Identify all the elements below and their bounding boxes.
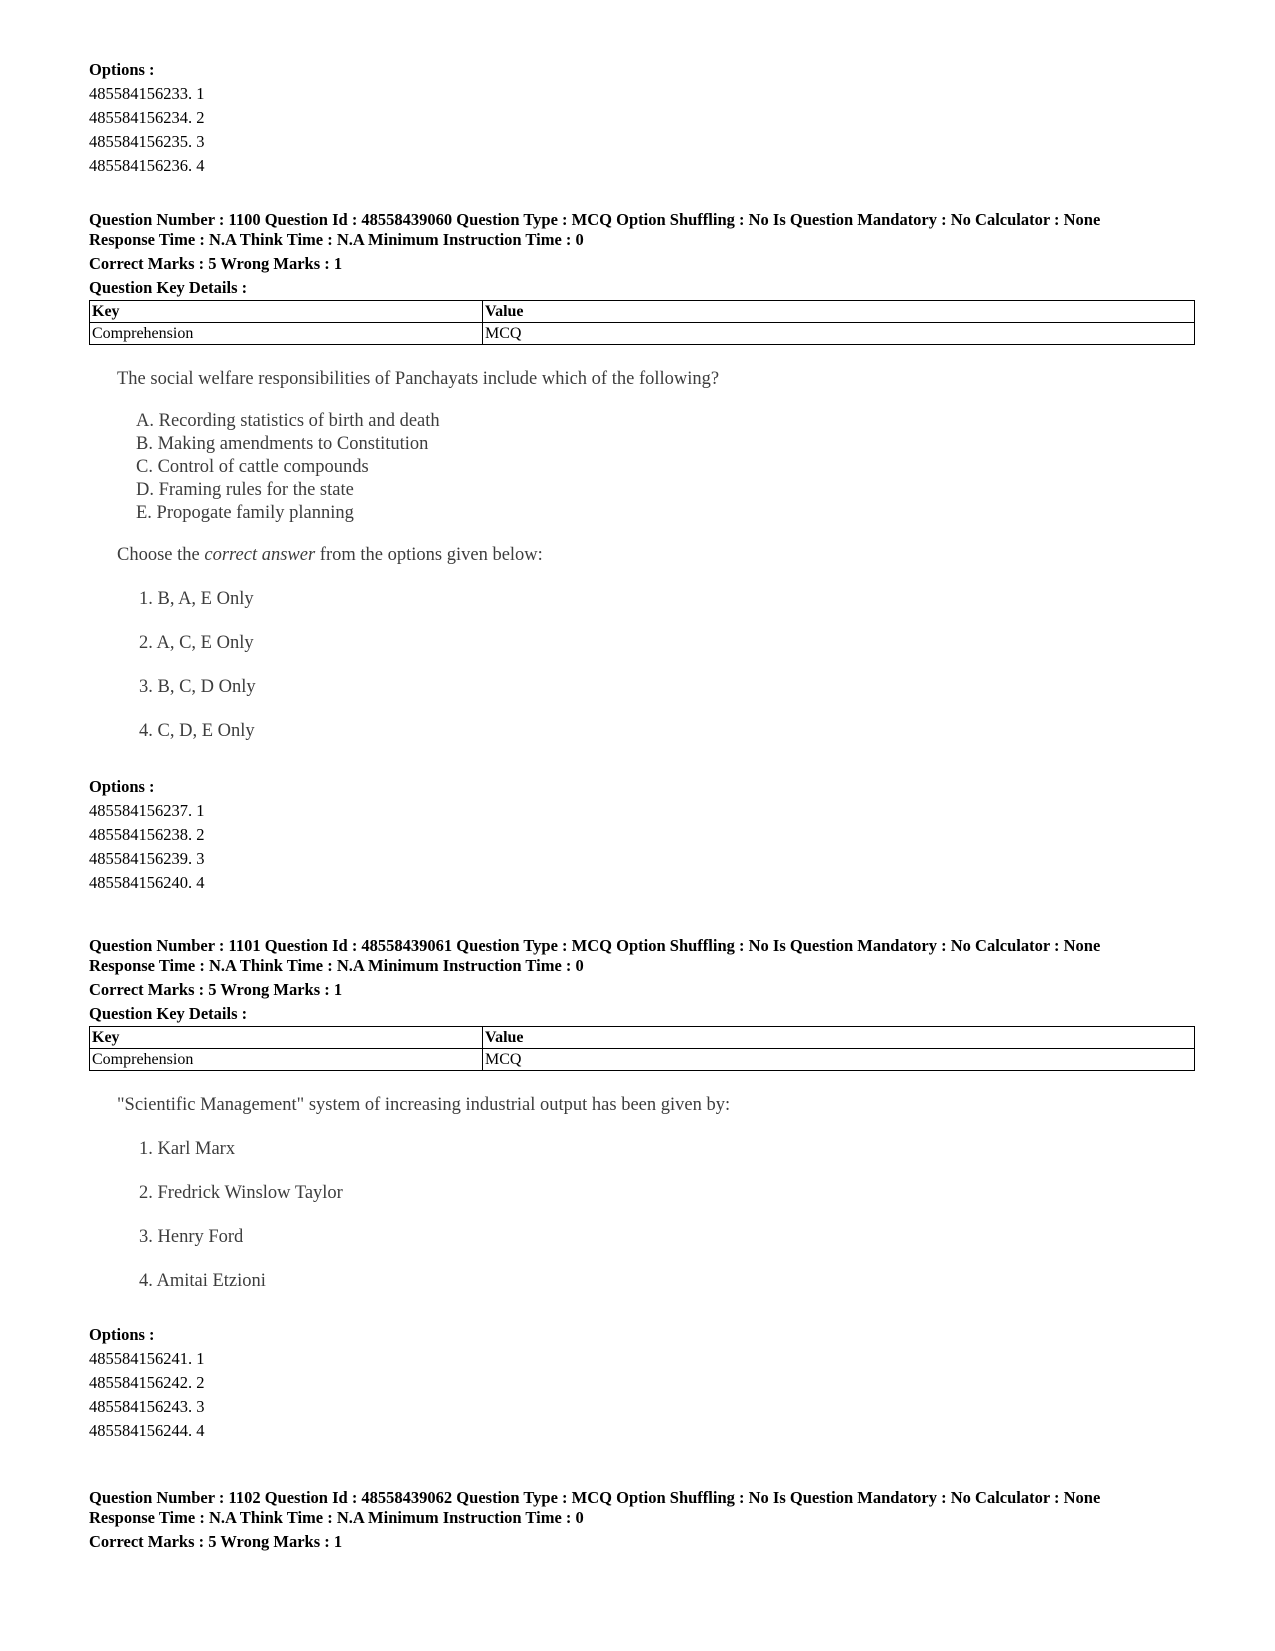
table-row — [90, 323, 1195, 345]
table-header-row — [90, 301, 1195, 323]
table-cell-value: MCQ — [483, 1049, 1195, 1071]
instruction-text: from the options given below: — [315, 545, 543, 565]
question-marks: Correct Marks : 5 Wrong Marks : 1 — [89, 1532, 343, 1551]
table-header-value: Value — [483, 1027, 1195, 1049]
statement-item: D. Framing rules for the state — [136, 480, 354, 500]
question-header: Question Number : 1101 Question Id : 48558439061 Question Type : MCQ Option Shuffling : No Is Question Mandatory : No Calculator : None — [89, 936, 1101, 955]
option-item: 485584156233. 1 — [89, 84, 205, 103]
option-item: 485584156243. 3 — [89, 1397, 205, 1416]
option-item: 485584156234. 2 — [89, 108, 205, 127]
option-item: 485584156239. 3 — [89, 849, 205, 868]
options-label: Options : — [89, 777, 155, 796]
question-timing: Response Time : N.A Think Time : N.A Minimum Instruction Time : 0 — [89, 230, 584, 249]
answer-choice: 4. Amitai Etzioni — [139, 1271, 266, 1291]
key-details-label: Question Key Details : — [89, 1004, 248, 1023]
option-item: 485584156241. 1 — [89, 1349, 205, 1368]
statement-item: A. Recording statistics of birth and death — [136, 411, 440, 431]
option-item: 485584156236. 4 — [89, 156, 205, 175]
table-cell-key: Comprehension — [90, 1049, 483, 1071]
option-item: 485584156244. 4 — [89, 1421, 205, 1440]
statement-item: E. Propogate family planning — [136, 503, 354, 523]
instruction-text: Choose the — [117, 545, 205, 565]
instruction-emphasis: correct answer — [204, 545, 316, 565]
key-details-table — [89, 1026, 1195, 1071]
table-cell-value: MCQ — [483, 323, 1195, 345]
table-row — [90, 1049, 1195, 1071]
answer-choice: 3. Henry Ford — [139, 1227, 244, 1247]
option-item: 485584156237. 1 — [89, 801, 205, 820]
answer-choice: 2. Fredrick Winslow Taylor — [139, 1183, 343, 1203]
answer-choice: 3. B, C, D Only — [139, 677, 256, 697]
table-header-row — [90, 1027, 1195, 1049]
statement-item: C. Control of cattle compounds — [136, 457, 369, 477]
key-details-label: Question Key Details : — [89, 278, 248, 297]
question-image — [89, 345, 1195, 775]
table-header-key: Key — [90, 1027, 483, 1049]
table-cell-key: Comprehension — [90, 323, 483, 345]
answer-choice: 1. B, A, E Only — [139, 589, 254, 609]
option-item: 485584156240. 4 — [89, 873, 205, 892]
option-item: 485584156238. 2 — [89, 825, 205, 844]
table-header-key: Key — [90, 301, 483, 323]
option-item: 485584156235. 3 — [89, 132, 205, 151]
table-header-value: Value — [483, 301, 1195, 323]
question-stem: "Scientific Management" system of increasing industrial output has been given by: — [117, 1095, 731, 1115]
options-block-1099 — [89, 58, 1195, 178]
question-image — [89, 1071, 1195, 1323]
option-item: 485584156242. 2 — [89, 1373, 205, 1392]
question-header: Question Number : 1100 Question Id : 48558439060 Question Type : MCQ Option Shuffling : No Is Question Mandatory : No Calculator : None — [89, 210, 1101, 229]
answer-choice: 1. Karl Marx — [139, 1139, 236, 1159]
question-header: Question Number : 1102 Question Id : 48558439062 Question Type : MCQ Option Shuffling : No Is Question Mandatory : No Calculator : None — [89, 1488, 1101, 1507]
question-marks: Correct Marks : 5 Wrong Marks : 1 — [89, 980, 343, 999]
question-timing: Response Time : N.A Think Time : N.A Minimum Instruction Time : 0 — [89, 1508, 584, 1527]
question-timing: Response Time : N.A Think Time : N.A Minimum Instruction Time : 0 — [89, 956, 584, 975]
question-1100 — [89, 210, 1195, 895]
options-label: Options : — [89, 60, 155, 79]
question-1101 — [89, 936, 1195, 1443]
answer-choice: 4. C, D, E Only — [139, 721, 255, 741]
question-stem: The social welfare responsibilities of Panchayats include which of the following? — [117, 369, 720, 389]
question-1102 — [89, 1488, 1195, 1554]
question-marks: Correct Marks : 5 Wrong Marks : 1 — [89, 254, 343, 273]
question-instruction — [117, 545, 543, 566]
statement-item: B. Making amendments to Constitution — [136, 434, 429, 454]
answer-choice: 2. A, C, E Only — [139, 633, 254, 653]
options-label: Options : — [89, 1325, 155, 1344]
key-details-table — [89, 300, 1195, 345]
